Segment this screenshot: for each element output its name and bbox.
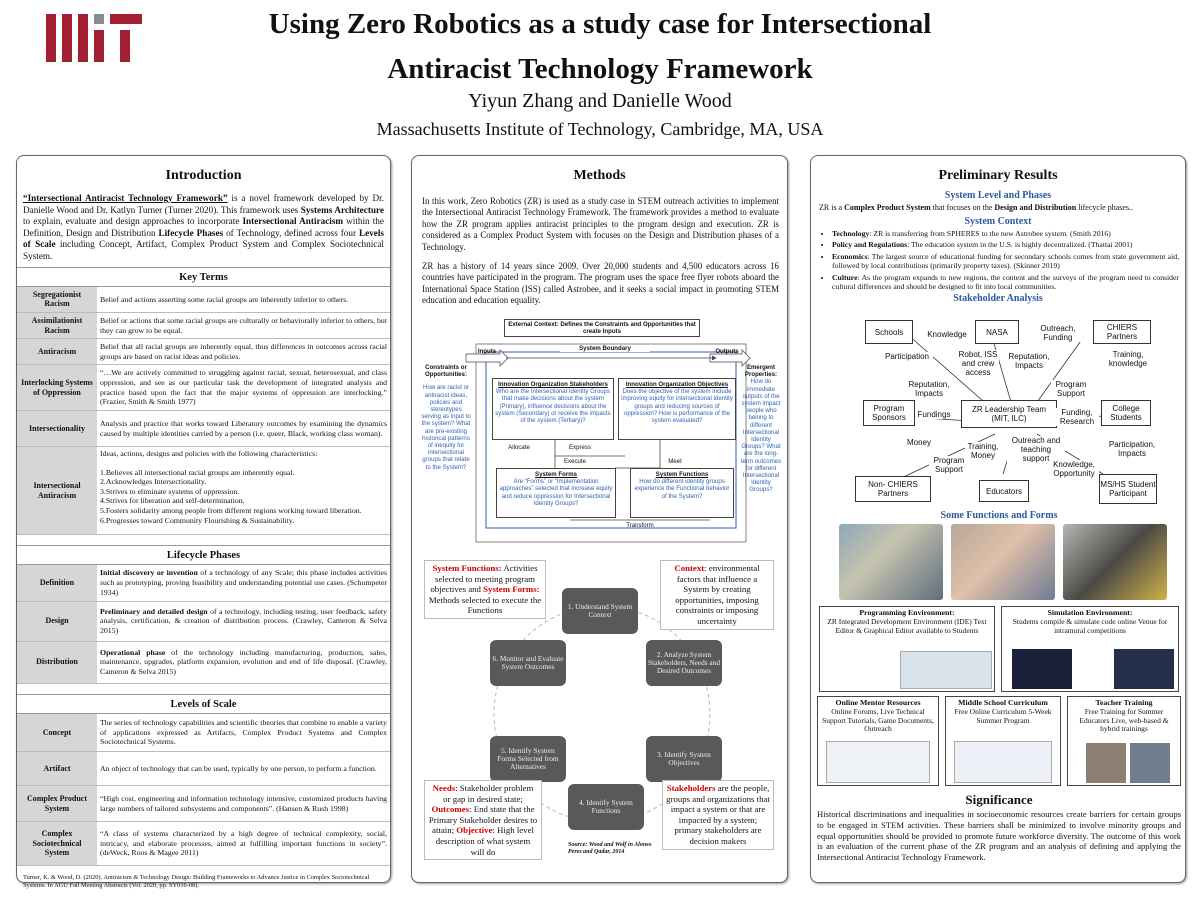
- cycle-step-4: 4. Identify System Functions: [568, 784, 644, 830]
- functions-forms-heading: Some Functions and Forms: [940, 510, 1058, 521]
- meet-label: Meet: [668, 458, 682, 465]
- citation: Turner, K. & Wood, D. (2020). Antiracism & Technology Design: Building Frameworks to Advance Justice in Complex Sociotechnical Systems. In AGU Fall Meeting Abstracts (Vol. 2020, pp. SY016-08).: [23, 874, 370, 889]
- stakeholder-nasa: NASA: [975, 320, 1019, 344]
- functions-forms-note: System Functions: Activities selected to meeting program objectives and System Forms: Methods selected to execute the Functions: [424, 560, 546, 619]
- results-title: Preliminary Results: [938, 168, 1058, 183]
- objectives-box: Innovation Organization Objectives Does the objective of the system include improving equity for intersectional identity groups and reducing sources of oppression? How is performance of the system evaluated?: [618, 378, 736, 440]
- edge-training-1: Training, knowledge: [1103, 350, 1153, 368]
- programming-environment: Programming Environment: ZR Integrated Development Environment (IDE) Text Editor & Graphical Editor available to Students: [819, 606, 995, 692]
- boundary-label: System Boundary: [560, 345, 650, 352]
- edge-reputation-2: Reputation, Impacts: [905, 380, 953, 398]
- inputs-label: Inputs: [477, 348, 497, 355]
- stakeholder-nonchiers: Non- CHIERS Partners: [855, 476, 931, 502]
- edge-participation: Participation: [881, 352, 933, 361]
- express-label: Express: [568, 444, 591, 451]
- key-terms-title: Key Terms: [17, 267, 390, 287]
- cycle-step-1: 1. Understand System Context: [562, 588, 638, 634]
- astrobee-photo: [1063, 524, 1167, 600]
- system-level-heading: System Level and Phases: [944, 190, 1052, 201]
- transform-label: Transform: [626, 522, 654, 529]
- astronaut-photo: [839, 524, 943, 600]
- stakeholder-center: ZR Leadership Team (MIT, ILC): [961, 400, 1057, 428]
- levels-title: Levels of Scale: [17, 694, 390, 714]
- execute-label: Execute: [563, 458, 587, 465]
- curriculum-screenshot: [954, 741, 1052, 783]
- methods-title: Methods: [573, 168, 626, 183]
- edge-knowledge-opportunity: Knowledge, Opportunity: [1049, 460, 1099, 478]
- edge-training-money: Training, Money: [965, 442, 1001, 460]
- outputs-label: Outputs: [715, 348, 739, 355]
- authors: Yiyun Zhang and Danielle Wood: [468, 90, 732, 112]
- edge-outreach-teaching: Outreach and teaching support: [1007, 436, 1065, 463]
- teacher-training: Teacher Training Free Training for Summer Educators Live, web-based & hybrid trainings: [1067, 696, 1181, 786]
- stakeholder-analysis-heading: Stakeholder Analysis: [953, 293, 1043, 305]
- poster-title: Using Zero Robotics as a study case for Intersectional Antiracist Technology Framework: [268, 8, 932, 85]
- system-context-heading: System Context: [964, 216, 1032, 227]
- ide-screenshot: [900, 651, 992, 689]
- external-context-label: External Context: Defines the Constraints and Opportunities that create Inputs: [504, 319, 700, 337]
- key-terms-table: Segregationist Racism Belief and actions asserting some racial groups are inherently inferior to others. Assimilationist Racism Belief or actions that some racial groups are culturally or behaviorally inferior to others, but they can grow to be equal. Antiracism Belief that all racial groups are inherently equal, thus differences in outcomes across racial groups are based on racist ideas and policies. Interlocking Systems of Oppression “…We are actively committed to struggling against racial, sexual, heterosexual, and class oppression, and see as our particular task the development of integrated analysis and practice based upon the fact that the major systems of oppression are interlocking.” (Frazier, Smith & Smith 1977) Intersectionality Analysis and practice that works toward Liberatory outcomes by examining the dynamics caused by multiple identities carried by a person (i.e. queer, Black, working class woman). Intersectional Antiracism Ideas, actions, designs and policies with the following characteristics: 1.Believes all intersectional racial groups are inherently equal. 2.Acknowledges Intersectionality. 3.Strives to eliminate systems of oppression. 4.Strives for liberation and self-determination. 5.Fosters solidarity among people from different regions working toward liberation. 6.Progresses toward Community Flourishing & Sustainability.: [17, 287, 390, 536]
- levels-table: Concept The series of technology capabilities and scientific theories that combine to enable a variety of applications expressed as Artifacts, Complex Product Systems and Complex Sociotechnical Systems. Artifact An object of technology that can be used, typically by one person, to perform a function. Complex Product System “High cost, engineering and information technology intensive, customized products having large numbers of tailored subsystems and components”. (Hansen & Rush 1998) Complex Sociotechnical System “A class of systems characterized by a high degree of technical complexity, social, intricacy, and elaborate processes, aimed at fulfilling important functions in society”. (deWeck, Roos & Magee 2011): [17, 714, 390, 867]
- lifecycle-table: Definition Initial discovery or invention of a technology of any Scale; this phase includes activities such as prototyping, proving feasibility and understanding potential use cases. (Schumpeter 1934) Design Preliminary and detailed design of a technology, including testing, user feedback, safety analysis, certification, & creation of distribution process. (Crawley, Cameron & Selva 2015) Distribution Operational phase of the technology including manufacturing, production, sales, maintenance, upgrades, platform expansion, evolution and end of life disposal. (Crawley, Cameron & Selva 2015): [17, 565, 390, 684]
- introduction-title: Introduction: [165, 168, 242, 183]
- mit-logo: [46, 14, 142, 62]
- needs-note: Needs: Stakeholder problem or gap in desired state; Outcomes: End state that the Primary Stakeholder desires to attain; Objective: High level description of what system will do: [424, 780, 542, 860]
- edge-participation-impacts: Participation, Impacts: [1103, 440, 1161, 458]
- lifecycle-title: Lifecycle Phases: [17, 545, 390, 565]
- stakeholder-mshs: MS/HS Student Participant: [1099, 474, 1157, 504]
- online-mentor-resources: Online Mentor Resources Online Forums, Live Technical Support Tutorials, Game Documents, Outreach: [817, 696, 939, 786]
- edge-reputation-1: Reputation, Impacts: [1005, 352, 1053, 370]
- introduction-panel: [16, 155, 391, 889]
- methods-panel: [411, 155, 788, 883]
- middle-school-curriculum: Middle School Curriculum Free Online Curriculum 5-Week Summer Program: [945, 696, 1061, 786]
- results-panel: [810, 155, 1186, 883]
- introduction-text: “Intersectional Antiracist Technology Framework” is a novel framework developed by Dr. Danielle Wood and Dr. Katlyn Turner (Turner 2020). This framework uses Systems Architecture to explain, evaluate and design approaches to incorporate Intersectional Antiracism within the Definition, Design and Distribution Lifecycle Phases of Technology, defined across four Levels of Scale including Concept, Artifact, Complex Product System and Complex Sociotechnical System.: [23, 193, 384, 261]
- forms-box: System Forms Are “Forms” or “Implementation approaches” selected that increase equity and reduce oppression for Intersectional Identity Groups?: [496, 468, 616, 518]
- constraints-box: Constraints or Opportunities: How are racist or antiracist ideas, policies and stereotypes serving as input to the system? What are pre-existing historical patterns of inequity for intersectional groups that relate to the System?: [421, 364, 471, 471]
- significance-text: Historical discriminations and inequalities in socioeconomic resources create barriers for certain groups to be engaged in STEM activities. These barriers shall be minimized to involve minority groups and equal opportunities should be provided to promote future workforce diversity. The outcome of this work is an evaluation of the current phase of the ZR program and an analysis of defining and applying the Intersectional Antiracist Technology Framework.: [817, 809, 1181, 863]
- emergent-box: Emergent Properties: How do immediate outputs of the system impact people who belong to different Intersectional Identity Groups? What are the long-term outcomes for different Intersectional Identity Groups?: [740, 364, 782, 494]
- edge-money: Money: [903, 438, 935, 447]
- stakeholder-schools: Schools: [865, 320, 913, 344]
- edge-knowledge: Knowledge: [925, 330, 969, 339]
- edge-fundings: Fundings: [915, 410, 953, 419]
- poster-header: [0, 0, 1200, 150]
- mentor-screenshot: [826, 741, 930, 783]
- training-photo-1: [1086, 743, 1126, 783]
- stakeholder-sponsors: Program Sponsors: [863, 400, 915, 426]
- stakeholder-educators: Educators: [979, 480, 1029, 502]
- methods-p2: ZR has a history of 14 years since 2009. Over 20,000 students and 4,500 educators across 16 countries have participated in the program. The program uses the space free flyer robots aboard the International Space Station (ISS) called Astrobee, and it seeks a social impact in promoting STEM education and education equality.: [422, 261, 779, 306]
- system-context-list: • Technology: ZR is transferring from SPHERES to the new Astrobee system. (Smith 2016) • Policy and Regulations: The education system in the U.S. is highly decentralized. (Thattai 2001) • Economics: The largest source of educational funding for secondary schools comes from state government aid, followed by local contributions (primarily property taxes). (Skinner 2019) • Culture: As the program expands to new regions, the content and the surveys of the program need to consider cultural differences and should be designed to fit into local communities.: [821, 229, 1179, 291]
- allocate-label: Allocate: [508, 444, 530, 451]
- cycle-step-5: 5. Identify System Forms Selected from Alternatives: [490, 736, 566, 782]
- stakeholders-box: Innovation Organization Stakeholders Who are the Intersectional Identity Groups that make decisions about the system (Primary), influence decisions about the system (Secondary) or receive the impacts of the system (Tertiary)?: [492, 378, 614, 440]
- students-photo: [951, 524, 1055, 600]
- stakeholder-college: College Students: [1101, 400, 1151, 426]
- framework-diagram: [420, 318, 782, 544]
- methods-p1: In this work, Zero Robotics (ZR) is used as a study case in STEM outreach activities to implement the Intersectional Antiracist Technology Framework. The framework provides a method to evaluate how the ZR program applies antiracist principles to the program design and execution. ZR is considered as a Complex Product System with focuses on the Design and Distribution phases of a Technology.: [422, 196, 779, 252]
- edge-outreach: Outreach, Funding: [1033, 324, 1083, 342]
- edge-funding-research: Funding, Research: [1055, 408, 1099, 426]
- significance-heading: Significance: [965, 792, 1033, 807]
- functions-box: System Functions How do different identity groups experience the Functional behavior of the System?: [630, 468, 734, 518]
- cycle-step-6: 6. Monitor and Evaluate System Outcomes: [490, 640, 566, 686]
- sim-screenshot-1: [1012, 649, 1072, 689]
- sim-screenshot-2: [1114, 649, 1174, 689]
- simulation-environment: Simulation Environment: Students compile & simulate code online Venue for intramural competitions: [1001, 606, 1179, 692]
- system-level-text: ZR is a Complex Product System that focuses on the Design and Distribution lifecycle phases..: [819, 203, 1134, 212]
- process-cycle: [420, 560, 782, 880]
- source-note: Source: Wood and Wolf in Alonso Perez and Qadar, 2014: [568, 842, 652, 856]
- cycle-step-3: 3. Identify System Objectives: [646, 736, 722, 782]
- context-note: Context: environmental factors that influence a System by creating opportunities, imposing constraints or imposing uncertainty: [660, 560, 774, 630]
- affiliation: Massachusetts Institute of Technology, Cambridge, MA, USA: [376, 119, 824, 139]
- edge-robot: Robot, ISS and crew access: [958, 350, 998, 377]
- training-photo-2: [1130, 743, 1170, 783]
- stakeholder-chiers: CHIERS Partners: [1093, 320, 1151, 344]
- stakeholders-note: Stakeholders are the people, groups and organizations that impact a system or that are impacted by a system; primary stakeholders are decision makers: [662, 780, 774, 850]
- edge-program-support-2: Program Support: [929, 456, 969, 474]
- cycle-step-2: 2. Analyze System Stakeholders, Needs and Desired Outcomes: [646, 640, 722, 686]
- edge-program-support-1: Program Support: [1051, 380, 1091, 398]
- stakeholder-map: [855, 316, 1185, 506]
